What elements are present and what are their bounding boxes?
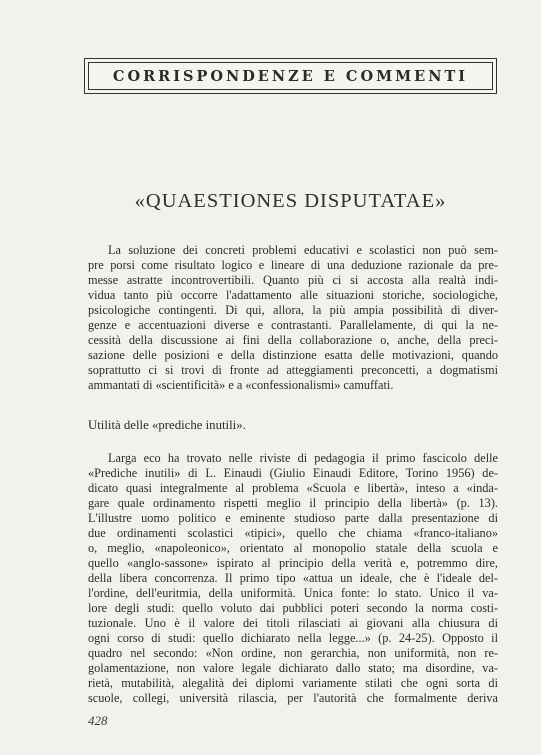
page-number: 428 xyxy=(88,713,108,728)
section-header-inner-border xyxy=(88,62,493,90)
section-header-box xyxy=(84,58,497,94)
article-title: «QUAESTIONES DISPUTATAE» xyxy=(134,190,447,212)
body-line: quadro nel secondo: «Non ordine, non gerarchia, non uniformità, non re- xyxy=(88,646,498,660)
body-line: «Prediche inutili» di L. Einaudi (Giulio Einaudi Editore, Torino 1956) de- xyxy=(88,466,498,480)
intro-line: vidua tanto più occorre l'adattamento alle situazioni storiche, sociologiche, xyxy=(88,288,498,302)
body-line: ogni corso di studi: quello dichiarato nella legge...» (p. 24-25). Opposto il xyxy=(88,631,498,645)
body-line: dicato quasi integralmente al problema «Scuola e libertà», inteso a «inda- xyxy=(88,481,498,495)
intro-line: La soluzione dei concreti problemi educativi e scolastici non può sem- xyxy=(108,243,498,257)
body-line: L'illustre uomo politico e eminente studioso parte dalla presentazione di xyxy=(88,511,498,525)
body-line: due ordinamenti scolastici «tipici», quello che chiama «franco-italiano» xyxy=(88,526,498,540)
body-line: della libera concorrenza. Il primo tipo «attua un ideale, che è l'ideale del- xyxy=(88,571,498,585)
body-line: rietà, mutabilità, alegalità dei diplomi variamente stilati che ogni sorta di xyxy=(88,676,498,690)
body-line: l'ordine, dell'euritmia, della uniformità. Unica fonte: lo stato. Unico il va- xyxy=(88,586,498,600)
intro-line: cessità della discussione ai fini della collaborazione o, anche, della preci- xyxy=(88,333,498,347)
intro-line: genze e accentuazioni diverse e contrastanti. Parallelamente, di qui la ne- xyxy=(88,318,498,332)
body-line: o, meglio, «napoleonico», orientato al monopolio statale della scuola e xyxy=(88,541,498,555)
section-header-title: CORRISPONDENZE E COMMENTI xyxy=(112,67,469,85)
subheading: Utilità delle «prediche inutili». xyxy=(88,418,246,432)
body-line: quello «anglo-sassone» ispirato al principio della verità e, potremmo dire, xyxy=(88,556,498,570)
body-line: Larga eco ha trovato nelle riviste di pedagogia il primo fascicolo delle xyxy=(108,451,498,465)
intro-line: sazione delle posizioni e della distinzione esatta delle motivazioni, quando xyxy=(88,348,498,362)
body-line: scuole, collegi, università rilascia, per l'autorità che formalmente deriva xyxy=(88,691,498,705)
intro-line: messe astratte incontrovertibili. Quanto più ci si accosta alla realtà indi- xyxy=(88,273,498,287)
body-line: gare quale ordinamento rispetti meglio il principio della libertà» (p. 13). xyxy=(88,496,498,510)
intro-line: soprattutto ci si trovi di fronte ad atteggiamenti preconcetti, a dogmatismi xyxy=(88,363,498,377)
body-line: tuzionale. Uno è il valore dei titoli rilasciati ai giovani alla chiusura di xyxy=(88,616,498,630)
intro-line: psicologiche contingenti. Di qui, allora, la più ampia possibilità di diver- xyxy=(88,303,498,317)
intro-line: pre porsi come risultato logico e lineare di una deduzione razionale da pre- xyxy=(88,258,498,272)
intro-line: ammantati di «scientificità» e a «confessionalismi» camuffati. xyxy=(88,378,394,392)
body-line: golamentazione, non valore legale dichiarato dallo stato; ma disordine, va- xyxy=(88,661,498,675)
body-line: lore degli studi: quello voluto dai pubblici poteri secondo la norma costi- xyxy=(88,601,498,615)
